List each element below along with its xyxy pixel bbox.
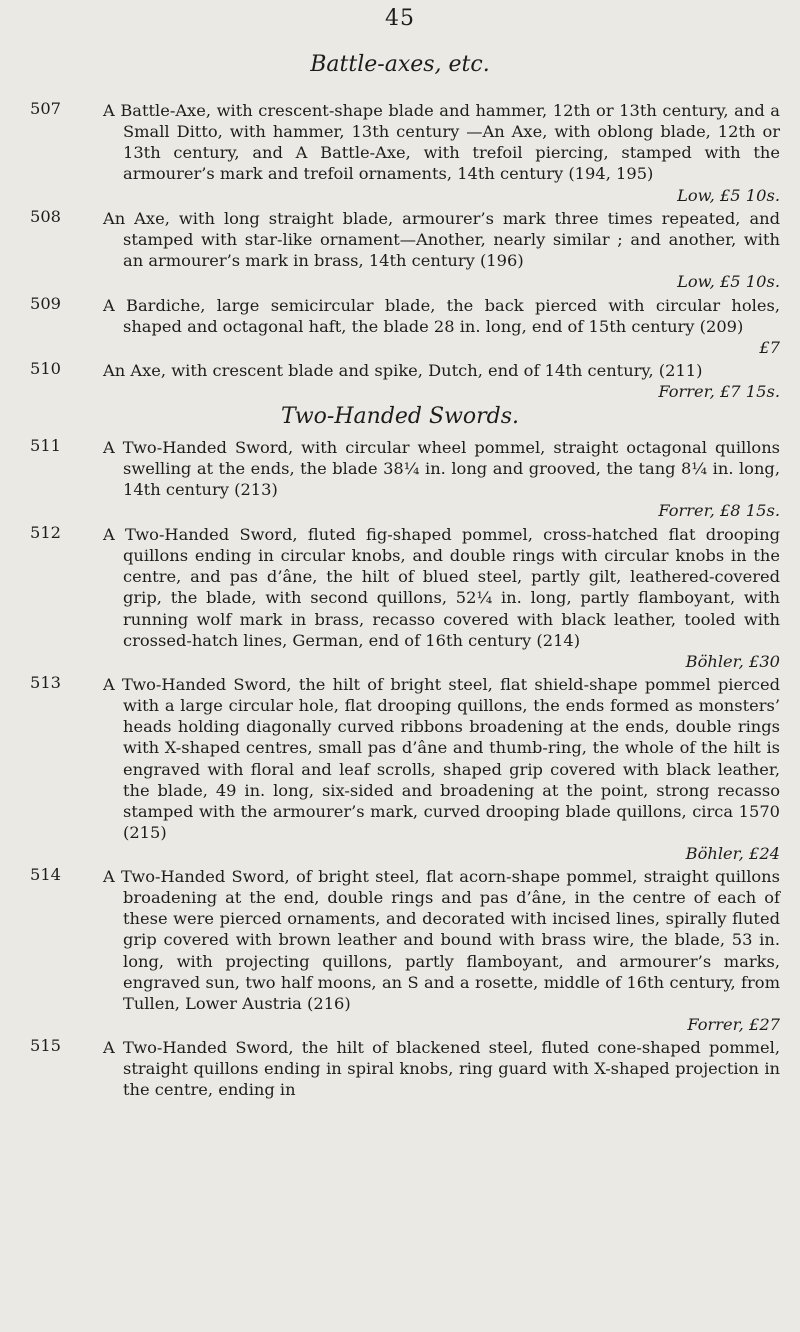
catalogue-entry (30, 295, 780, 358)
catalogue-entry (30, 360, 780, 402)
lot-description (103, 360, 780, 402)
page-number: 45 (385, 6, 415, 31)
lot-attribution: Forrer, £27 (687, 1014, 780, 1034)
lot-attribution: £7 (759, 338, 780, 358)
lot-description (103, 674, 780, 864)
lot-text: A Bardiche, large semicircular blade, the back pierced with circular holes, shaped and octagonal haft, the blade 28 in. long, end of 15th century (209) (103, 296, 780, 337)
lot-number: 507 (30, 99, 62, 118)
lot-attribution: Böhler, £24 (685, 844, 780, 863)
lot-description (103, 1037, 780, 1100)
lot-text: A Two-Handed Sword, the hilt of blackened steel, fluted cone-shaped pommel, straight quillons ending in spiral knobs, ring guard with X-shaped projection in the centre, ending in (103, 1038, 780, 1100)
lot-description (103, 437, 780, 522)
lot-number: 510 (30, 359, 62, 378)
lot-text: An Axe, with long straight blade, armourer’s mark three times repeated, and stamped with star-like ornament—Another, nearly similar ; and another, with an armourer’s mark in brass, 14th century (196) (103, 209, 780, 271)
catalogue-entry (30, 1037, 780, 1100)
lot-description (103, 866, 780, 1035)
lot-description (103, 295, 780, 358)
lot-attribution: Forrer, £8 15s. (658, 501, 780, 521)
running-title: Battle-axes, etc. (310, 52, 490, 77)
lot-number: 513 (30, 673, 62, 692)
lot-attribution: Böhler, £30 (685, 651, 780, 671)
catalogue-entry (30, 674, 780, 864)
lot-number: 508 (30, 207, 62, 226)
lot-number: 509 (30, 294, 62, 313)
lot-text: A Two-Handed Sword, the hilt of bright steel, flat shield-shape pommel pierced with a large circular hole, flat drooping quillons, the ends formed as monsters’ heads holding diagonally curved ribbons broadening at the ends, double rings with X-shaped centres, small pas d’âne and thumb-ring, the whole of the hilt is engraved with floral and leaf scrolls, shaped grip covered with black leather, the blade, 49 in. long, six-sided and broadening at the point, strong recasso stamped with the armourer’s mark, curved drooping blade quillons, circa 1570 (215) (103, 675, 780, 842)
catalogue-entry (30, 524, 780, 672)
catalogue-entry (30, 866, 780, 1035)
catalogue-entry (30, 437, 780, 522)
catalogue-entry (30, 100, 780, 206)
lot-attribution: Low, £5 10s. (677, 185, 780, 205)
lot-number: 514 (30, 865, 62, 884)
section-heading: Two-Handed Swords. (280, 404, 520, 429)
lot-attribution: Low, £5 10s. (677, 272, 780, 292)
lot-number: 515 (30, 1036, 62, 1055)
catalogue-entry (30, 208, 780, 293)
lot-text: A Battle-Axe, with crescent-shape blade and hammer, 12th or 13th century, and a Small Ditto, with hammer, 13th century —An Axe, with oblong blade, 12th or 13th century, and A Battle-Axe, with trefoil piercing, stamped with the armourer’s mark and trefoil ornaments, 14th century (194, 195) (103, 101, 780, 184)
lot-text: A Two-Handed Sword, of bright steel, flat acorn-shape pommel, straight quillons broadening at the end, double rings and pas d’âne, in the centre of each of these were pierced ornaments, and decorated with incised lines, spirally fluted grip covered with brown leather and bound with brass wire, the blade, 53 in. long, with projecting quillons, partly flamboyant, and armourer’s marks, engraved sun, two half moons, an S and a rosette, middle of 16th century, from Tullen, Lower Austria (216) (103, 867, 780, 1013)
lot-text: An Axe, with crescent blade and spike, Dutch, end of 14th century, (211) (103, 361, 703, 380)
lot-text: A Two-Handed Sword, fluted fig-shaped pommel, cross-hatched flat drooping quillons ending in circular knobs, and double rings with circular knobs in the centre, and pas d’âne, the hilt of blued steel, partly gilt, leathered-covered grip, the blade, with second quillons, 52¼ in. long, partly flamboyant, with running wolf mark in brass, recasso covered with black leather, tooled with crossed-hatch lines, German, end of 16th century (214) (103, 525, 780, 650)
lot-description (103, 524, 780, 672)
lot-description (103, 208, 780, 293)
lot-number: 511 (30, 436, 62, 455)
lot-attribution: Forrer, £7 15s. (658, 382, 780, 402)
lot-description (103, 100, 780, 206)
lot-number: 512 (30, 523, 62, 542)
lot-text: A Two-Handed Sword, with circular wheel pommel, straight octagonal quillons swelling at the ends, the blade 38¼ in. long and grooved, the tang 8¼ in. long, 14th century (213) (103, 438, 780, 500)
